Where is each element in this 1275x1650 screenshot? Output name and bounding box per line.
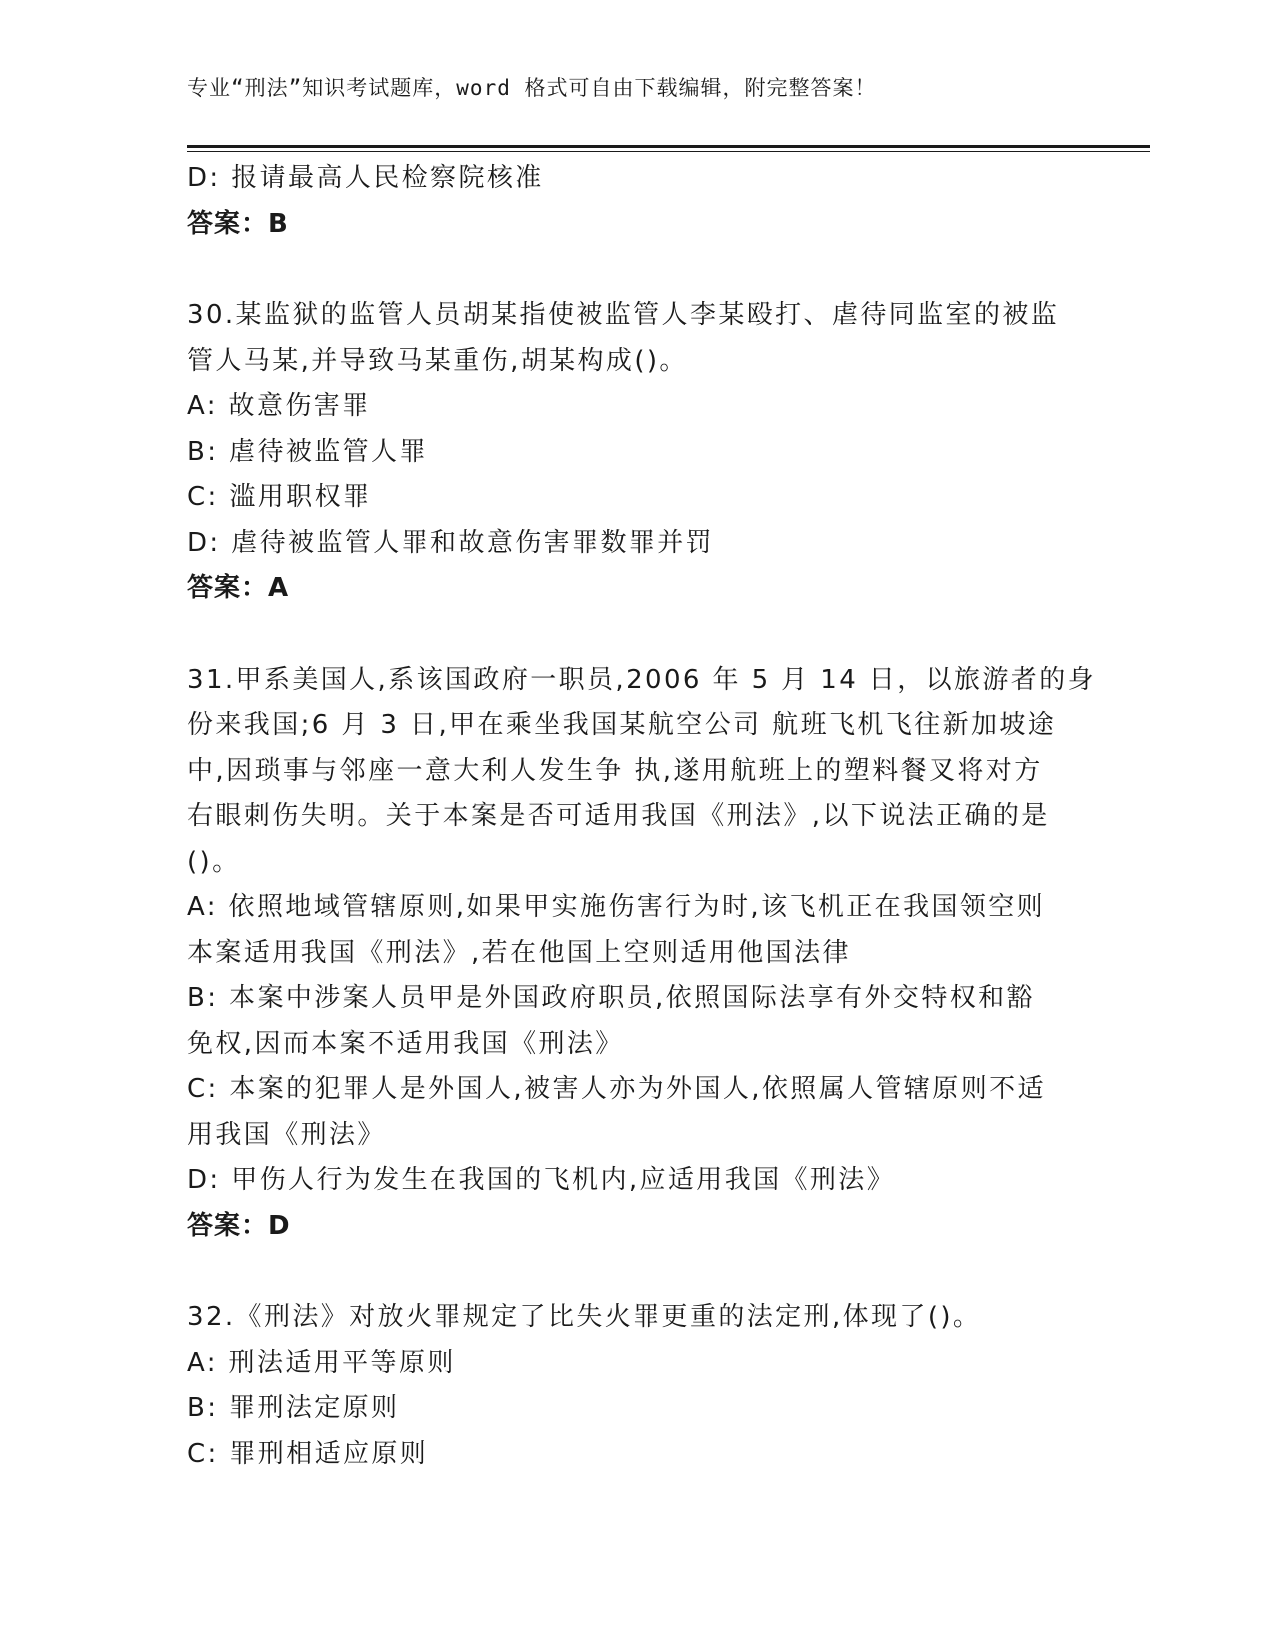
page-header: 专业“刑法”知识考试题库，word 格式可自由下载编辑，附完整答案！ bbox=[187, 76, 877, 100]
q30-option-c: C: 滥用职权罪 bbox=[187, 482, 372, 512]
question-31 bbox=[187, 658, 1096, 1250]
q32-option-b: B: 罪刑法定原则 bbox=[187, 1393, 400, 1423]
q32-option-c: C: 罪刑相适应原则 bbox=[187, 1438, 429, 1469]
q31-option-b-line-1: B: 本案中涉案人员甲是外国政府职员,依照国际法享有外交特权和豁 bbox=[187, 983, 1035, 1013]
q31-answer: 答案：D bbox=[187, 1210, 291, 1241]
q31-option-a-line-2: 本案适用我国《刑法》,若在他国上空则适用他国法律 bbox=[187, 937, 851, 968]
spacer bbox=[187, 247, 1087, 293]
spacer bbox=[187, 612, 1087, 658]
q31-option-c-line-1: C: 本案的犯罪人是外国人,被害人亦为外国人,依照属人管辖原则不适 bbox=[187, 1074, 1046, 1104]
q30-option-a: A: 故意伤害罪 bbox=[187, 391, 371, 421]
prev-option-d: D: 报请最高人民检察院核准 bbox=[187, 163, 544, 193]
spacer bbox=[187, 1249, 1087, 1295]
q31-stem-line-3: 中,因琐事与邻座一意大利人发生争 执,遂用航班上的塑料餐叉将对方 bbox=[187, 755, 1043, 786]
q32-option-a: A: 刑法适用平等原则 bbox=[187, 1347, 456, 1378]
q31-option-b-line-2: 免权,因而本案不适用我国《刑法》 bbox=[187, 1028, 624, 1059]
q31-stem-line-5: ()。 bbox=[187, 846, 241, 877]
q31-option-d: D: 甲伤人行为发生在我国的飞机内,应适用我国《刑法》 bbox=[187, 1165, 896, 1195]
header-rule-thin bbox=[187, 151, 1150, 152]
q30-option-b: B: 虐待被监管人罪 bbox=[187, 436, 428, 467]
q31-option-a-line-1: A: 依照地域管辖原则,如果甲实施伤害行为时,该飞机正在我国领空则 bbox=[187, 892, 1046, 922]
q32-stem-line-1: 32.《刑法》对放火罪规定了比失火罪更重的法定刑,体现了()。 bbox=[187, 1302, 982, 1332]
q31-option-c-line-2: 用我国《刑法》 bbox=[187, 1119, 386, 1150]
header-rule-thick bbox=[187, 145, 1150, 148]
q31-stem-line-4: 右眼刺伤失明。关于本案是否可适用我国《刑法》,以下说法正确的是 bbox=[187, 801, 1050, 831]
question-32 bbox=[187, 1295, 1087, 1477]
q30-stem-line-1: 30.某监狱的监管人员胡某指使被监管人李某殴打、虐待同监室的被监 bbox=[187, 300, 1060, 330]
question-30 bbox=[187, 293, 1087, 612]
q30-option-d: D: 虐待被监管人罪和故意伤害罪数罪并罚 bbox=[187, 527, 715, 558]
q31-stem-line-2: 份来我国;6 月 3 日,甲在乘坐我国某航空公司 航班飞机飞往新加坡途 bbox=[187, 710, 1057, 740]
q31-stem-line-1: 31.甲系美国人,系该国政府一职员,2006 年 5 月 14 日，以旅游者的身 bbox=[187, 664, 1096, 695]
q30-stem-line-2: 管人马某,并导致马某重伤,胡某构成()。 bbox=[187, 345, 688, 376]
question-content bbox=[187, 156, 1096, 1477]
prev-answer: 答案：B bbox=[187, 208, 289, 239]
q30-answer: 答案：A bbox=[187, 573, 290, 603]
